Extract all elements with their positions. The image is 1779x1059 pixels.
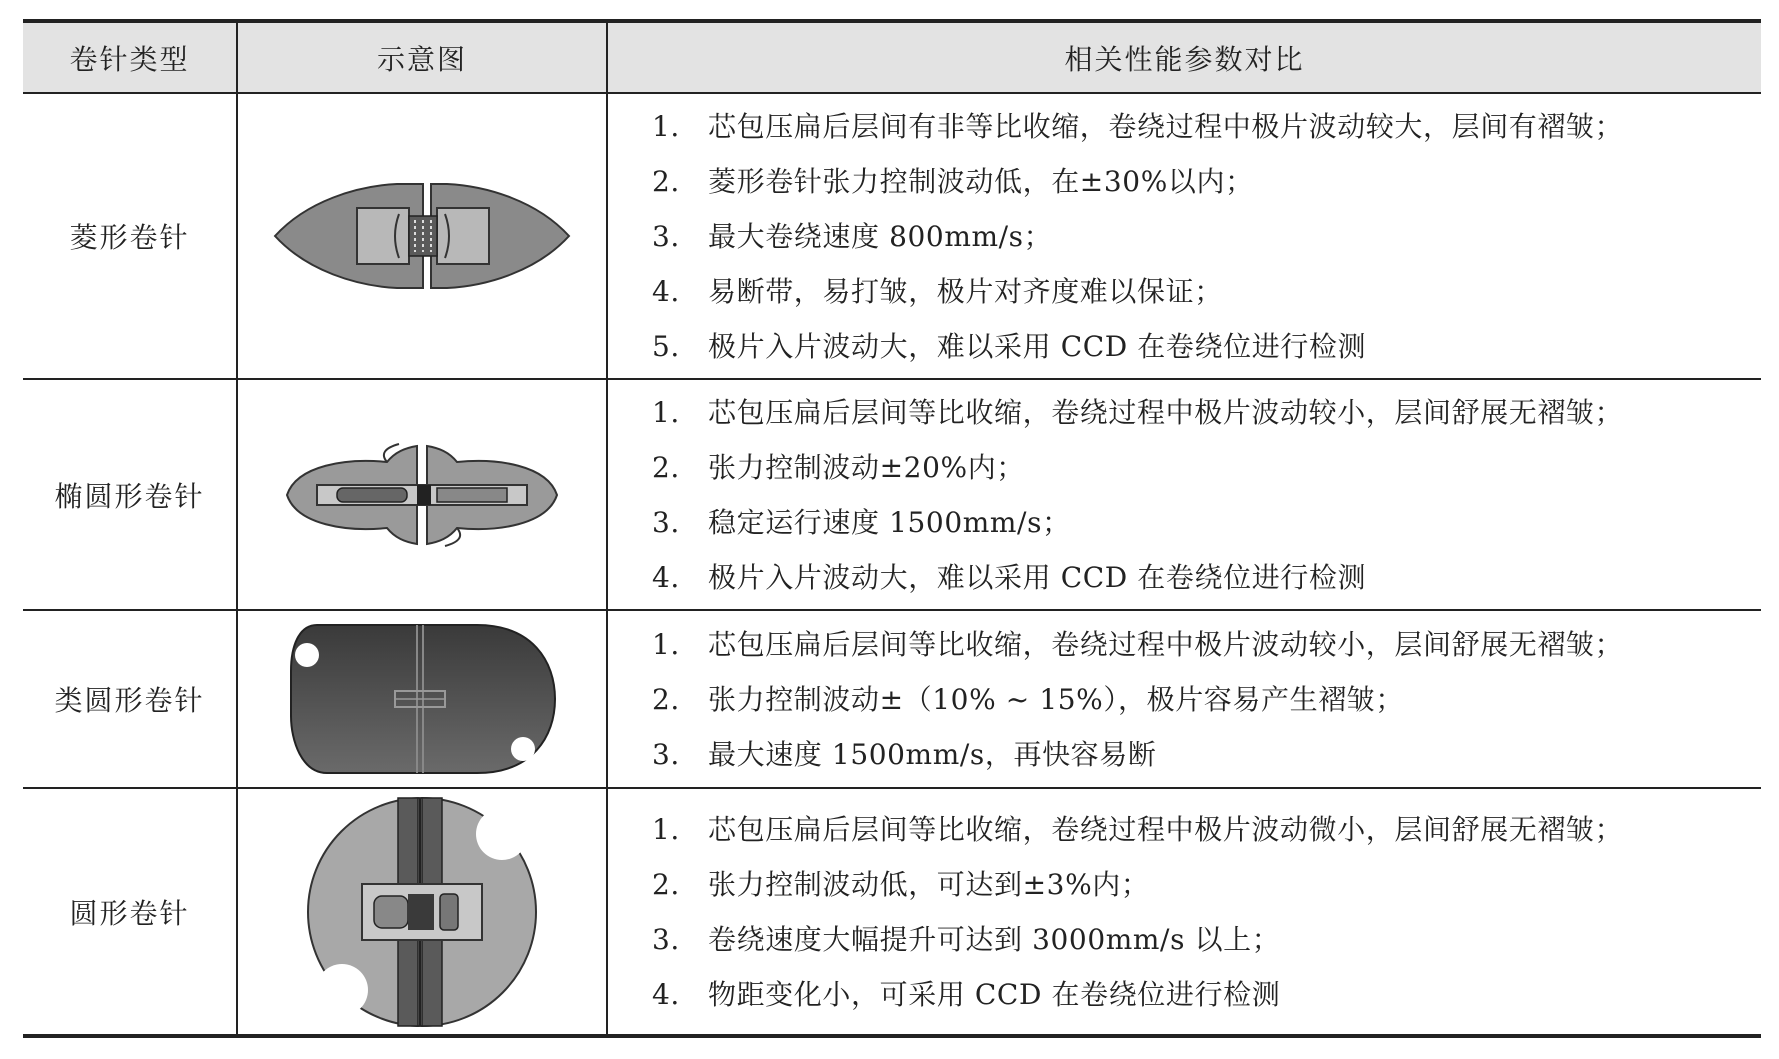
param-text: 最大卷绕速度 800mm/s； bbox=[708, 219, 1053, 253]
diagram-cell bbox=[237, 788, 607, 1036]
table-row-circular bbox=[23, 788, 1761, 1036]
param-text: 张力控制波动±（10% ~ 15%），极片容易产生褶皱； bbox=[708, 682, 1404, 716]
param-text: 菱形卷针张力控制波动低，在±30%以内； bbox=[708, 164, 1254, 198]
params-cell bbox=[607, 379, 1761, 610]
list-item: 1. 芯包压扁后层间等比收缩，卷绕过程中极片波动微小，层间舒展无褶皱； bbox=[652, 812, 1624, 846]
param-text: 张力控制波动低，可达到±3%内； bbox=[708, 867, 1150, 901]
param-text: 易断带，易打皱，极片对齐度难以保证； bbox=[708, 274, 1223, 308]
mandrel-comparison-table bbox=[23, 19, 1761, 1038]
diagram-cell bbox=[237, 379, 607, 610]
param-text: 芯包压扁后层间等比收缩，卷绕过程中极片波动微小，层间舒展无褶皱； bbox=[708, 812, 1624, 846]
param-text: 卷绕速度大幅提升可达到 3000mm/s 以上； bbox=[708, 922, 1281, 956]
param-text: 芯包压扁后层间等比收缩，卷绕过程中极片波动较小，层间舒展无褶皱； bbox=[708, 395, 1624, 429]
list-item: 3. 最大卷绕速度 800mm/s； bbox=[652, 219, 1053, 253]
circular-mandrel-icon bbox=[302, 794, 542, 1030]
list-item: 1. 芯包压扁后层间等比收缩，卷绕过程中极片波动较小，层间舒展无褶皱； bbox=[652, 395, 1624, 429]
param-text: 稳定运行速度 1500mm/s； bbox=[708, 505, 1071, 539]
type-cell: 菱形卷针 bbox=[23, 93, 237, 379]
list-item: 2. 张力控制波动±20%内； bbox=[652, 450, 1025, 484]
list-item: 2. 张力控制波动低，可达到±3%内； bbox=[652, 867, 1150, 901]
header-params: 相关性能参数对比 bbox=[607, 21, 1761, 93]
param-text: 最大速度 1500mm/s，再快容易断 bbox=[708, 737, 1157, 771]
param-text: 芯包压扁后层间有非等比收缩，卷绕过程中极片波动较大，层间有褶皱； bbox=[708, 109, 1624, 143]
params-list bbox=[608, 617, 1761, 782]
list-item: 2. 菱形卷针张力控制波动低，在±30%以内； bbox=[652, 164, 1254, 198]
params-list bbox=[608, 802, 1761, 1022]
type-cell: 椭圆形卷针 bbox=[23, 379, 237, 610]
rhombus-mandrel-icon bbox=[267, 176, 577, 296]
list-item: 5. 极片入片波动大，难以采用 CCD 在卷绕位进行检测 bbox=[652, 329, 1367, 363]
params-cell bbox=[607, 610, 1761, 788]
list-item: 3. 卷绕速度大幅提升可达到 3000mm/s 以上； bbox=[652, 922, 1281, 956]
list-item: 4. 易断带，易打皱，极片对齐度难以保证； bbox=[652, 274, 1223, 308]
header-diagram: 示意图 bbox=[237, 21, 607, 93]
list-item: 3. 最大速度 1500mm/s，再快容易断 bbox=[652, 737, 1157, 771]
list-item: 2. 张力控制波动±（10% ~ 15%），极片容易产生褶皱； bbox=[652, 682, 1404, 716]
list-item: 1. 芯包压扁后层间有非等比收缩，卷绕过程中极片波动较大，层间有褶皱； bbox=[652, 109, 1624, 143]
table-row-rhombus bbox=[23, 93, 1761, 379]
quasi-circular-mandrel-icon bbox=[287, 621, 557, 777]
diagram-cell bbox=[237, 93, 607, 379]
table-row-elliptical bbox=[23, 379, 1761, 610]
elliptical-mandrel-icon bbox=[277, 440, 567, 550]
header-row bbox=[23, 21, 1761, 93]
list-item: 3. 稳定运行速度 1500mm/s； bbox=[652, 505, 1071, 539]
params-list bbox=[608, 99, 1761, 374]
param-text: 张力控制波动±20%内； bbox=[708, 450, 1025, 484]
type-cell: 圆形卷针 bbox=[23, 788, 237, 1036]
list-item: 4. 极片入片波动大，难以采用 CCD 在卷绕位进行检测 bbox=[652, 560, 1367, 594]
list-item: 4. 物距变化小，可采用 CCD 在卷绕位进行检测 bbox=[652, 977, 1281, 1011]
params-cell bbox=[607, 93, 1761, 379]
params-list bbox=[608, 385, 1761, 605]
param-text: 极片入片波动大，难以采用 CCD 在卷绕位进行检测 bbox=[708, 560, 1367, 594]
param-text: 物距变化小，可采用 CCD 在卷绕位进行检测 bbox=[708, 977, 1281, 1011]
param-text: 芯包压扁后层间等比收缩，卷绕过程中极片波动较小，层间舒展无褶皱； bbox=[708, 627, 1624, 661]
diagram-cell bbox=[237, 610, 607, 788]
table-row-quasi-circular bbox=[23, 610, 1761, 788]
type-cell: 类圆形卷针 bbox=[23, 610, 237, 788]
params-cell bbox=[607, 788, 1761, 1036]
param-text: 极片入片波动大，难以采用 CCD 在卷绕位进行检测 bbox=[708, 329, 1367, 363]
header-type: 卷针类型 bbox=[23, 21, 237, 93]
list-item: 1. 芯包压扁后层间等比收缩，卷绕过程中极片波动较小，层间舒展无褶皱； bbox=[652, 627, 1624, 661]
